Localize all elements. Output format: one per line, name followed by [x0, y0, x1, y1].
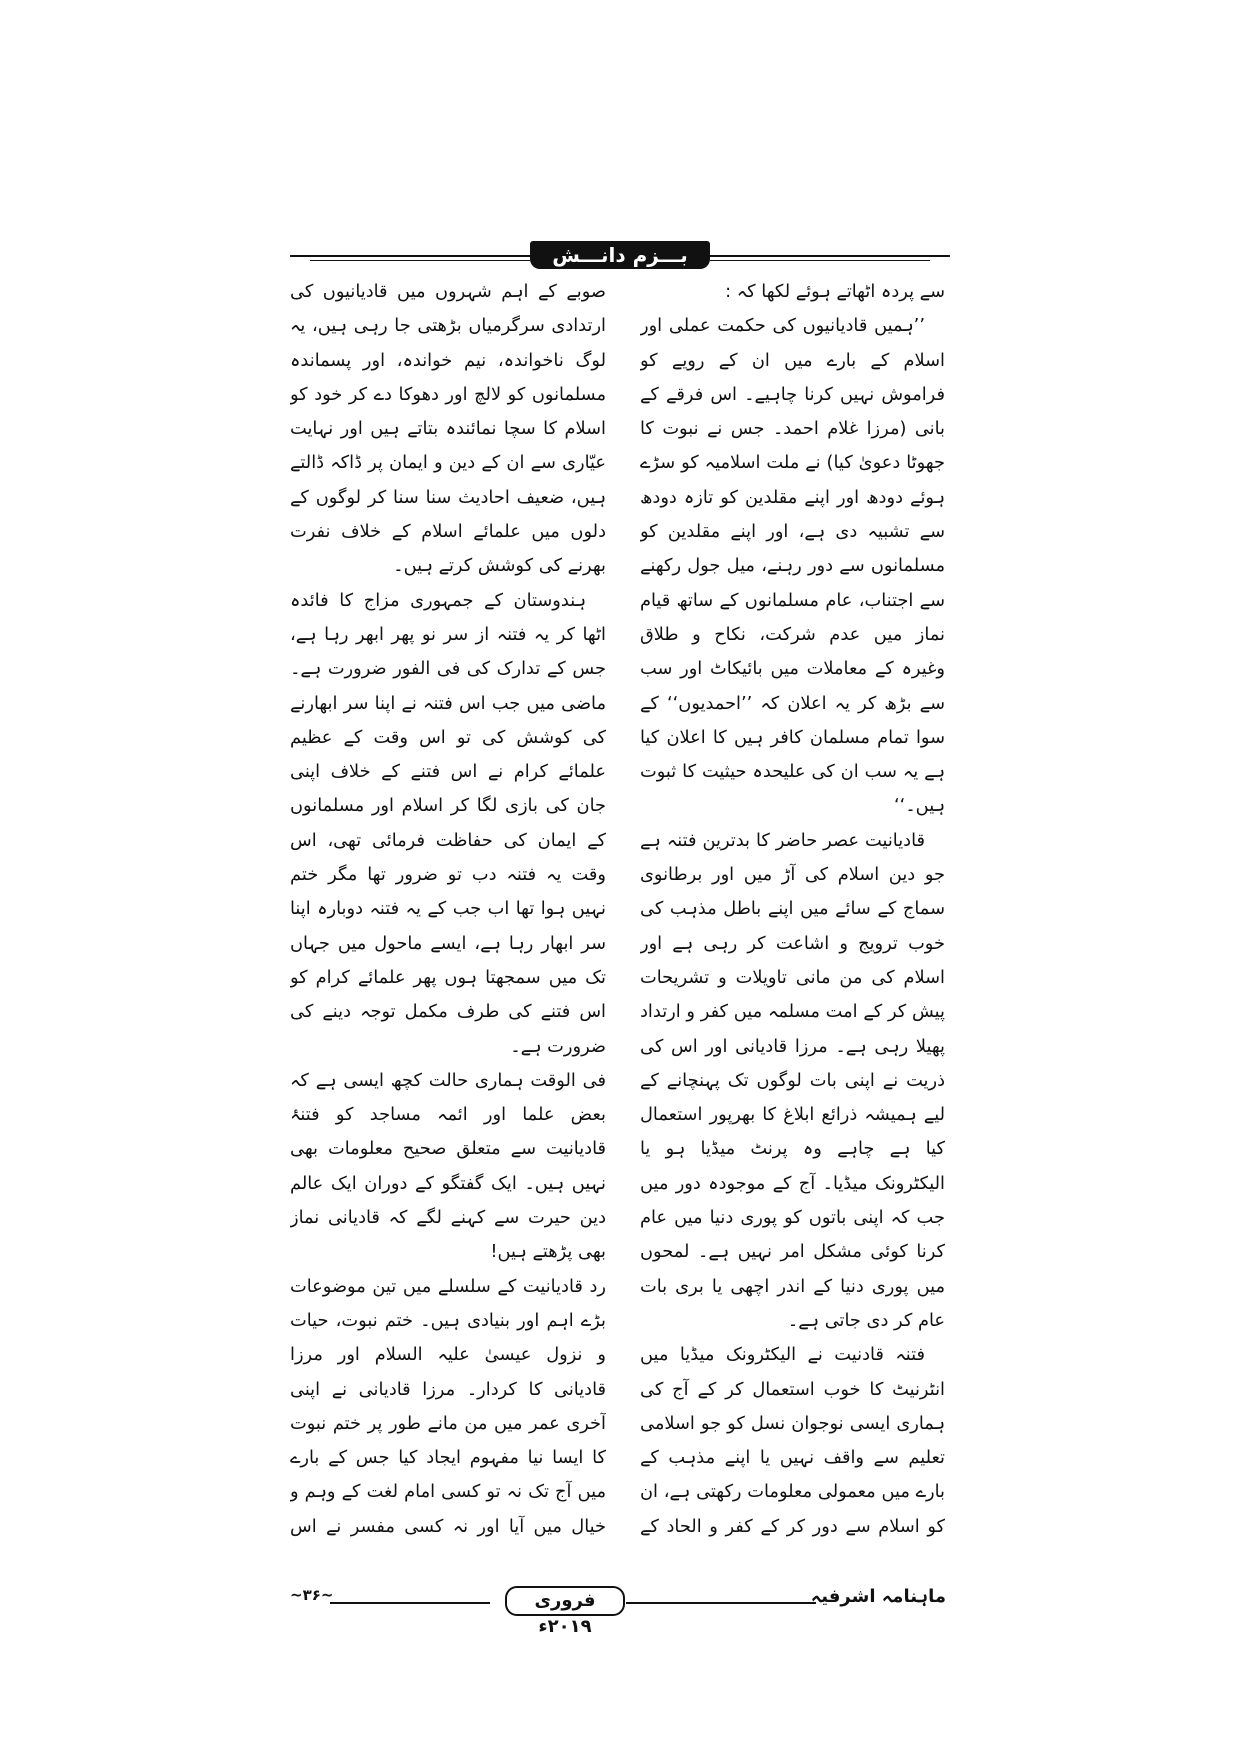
- paragraph: سے پردہ اٹھاتے ہوئے لکھا کہ :: [725, 281, 945, 302]
- paragraph: فی الوقت ہماری حالت کچھ ایسی ہے کہ بعض علما اور ائمہ مساجد کو فتنۂ قادیانیت سے متعلق صحیح معلومات بھی نہیں ہیں۔ ایک گفتگو کے دوران ایک عالم دین حیرت سے کہنے لگے کہ قادیانی نماز بھی پڑھتے ہیں!: [290, 1069, 606, 1263]
- header-rule-right: [710, 255, 950, 257]
- right-column: [640, 275, 945, 1545]
- page-footer: [290, 1584, 946, 1637]
- section-header: [290, 241, 950, 271]
- quote-paragraph: ’’ہمیں قادیانیوں کی حکمت عملی اور اسلام کے بارے میں ان کے رویے کو فراموش نہیں کرنا چاہیے۔ اس فرقے کے بانی (مرزا غلام احمد۔ جس نے نبوت کا جھوٹا دعویٰ کیا) نے ملت اسلامیہ کو سڑے ہوئے دودھ اور اپنے مقلدین کو تازہ دودھ سے تشبیہ دی ہے، اور اپنے مقلدین کو مسلمانوں سے دور رہنے، میل جول رکھنے سے اجتناب، عام مسلمانوں کے ساتھ قیام نماز میں عدم شرکت، نکاح و طلاق وغیرہ کے معاملات میں بائیکاٹ اور سب سے بڑھ کر یہ اعلان کہ ’’احمدیوں‘‘ کے سوا تمام مسلمان کافر ہیں کا اعلان کیا ہے یہ سب ان کی علیحدہ حیثیت کا ثبوت ہیں۔‘‘: [640, 315, 945, 817]
- paragraph: قادیانیت عصر حاضر کا بدترین فتنہ ہے جو دین اسلام کی آڑ میں اور برطانوی سماج کے سائے میں اپنے باطل مذہب کی خوب ترویج و اشاعت کر رہی ہے اور اسلام کی من مانی تاویلات و تشریحات پیش کر کے امت مسلمہ میں کفر و ارتداد پھیلا رہی ہے۔ مرزا قادیانی اور اس کی ذریت نے اپنی بات لوگوں تک پہنچانے کے لیے ہمیشہ ذرائع ابلاغ کا بھرپور استعمال کیا ہے چاہے وہ پرنٹ میڈیا ہو یا الیکٹرونک میڈیا۔ آج کے موجودہ دور میں جب کہ اپنی باتوں کو پوری دنیا میں عام کرنا کوئی مشکل امر نہیں ہے۔ لمحوں میں پوری دنیا کے اندر اچھی یا بری بات عام کر دی جاتی ہے۔: [640, 829, 945, 1331]
- magazine-name: ماہنامہ اشرفیہ: [810, 1586, 946, 1607]
- page-number: ~۳۶~: [290, 1586, 334, 1604]
- issue-date: فروری ۲۰۱۹ء: [505, 1586, 625, 1616]
- footer-rule-left: [330, 1602, 490, 1604]
- footer-rule-right: [626, 1602, 816, 1604]
- paragraph: صوبے کے اہم شہروں میں قادیانیوں کی ارتدادی سرگرمیاں بڑھتی جا رہی ہیں، یہ لوگ ناخواندہ، نیم خواندہ، اور پسماندہ مسلمانوں کو لالچ اور دھوکا دے کر خود کو اسلام کا سچا نمائندہ بتاتے ہیں اور نہایت عیّاری سے ان کے دین و ایمان پر ڈاکہ ڈالتے ہیں، ضعیف احادیث سنا سنا کر لوگوں کے دلوں میں علمائے اسلام کے خلاف نفرت بھرنے کی کوشش کرتے ہیں۔: [290, 281, 606, 577]
- left-column: [290, 275, 606, 1545]
- header-rule-left: [290, 255, 530, 257]
- paragraph: فتنہ قادنیت نے الیکٹرونک میڈیا میں انٹرنیٹ کا خوب استعمال کر کے آج کی ہماری ایسی نوجوان نسل کو جو اسلامی تعلیم سے واقف نہیں یا اپنے مذہب کے بارے میں معمولی معلومات رکھتی ہے، ان کو اسلام سے دور کر کے کفر و الحاد کے: [640, 1344, 945, 1537]
- paragraph: رد قادیانیت کے سلسلے میں تین موضوعات بڑے اہم اور بنیادی ہیں۔ ختم نبوت، حیات و نزول عیسیٰ علیہ السلام اور مرزا قادیانی کا کردار۔ مرزا قادیانی نے اپنی آخری عمر میں من مانے طور پر ختم نبوت کا ایسا نیا مفہوم ایجاد کیا جس کے بارے میں آج تک نہ تو کسی امام لغت کے وہم و خیال میں آیا اور نہ کسی مفسر نے اس: [290, 1275, 606, 1537]
- header-rule-right-thin: [710, 260, 930, 261]
- header-rule-left-thin: [310, 260, 530, 261]
- paragraph: ہندوستان کے جمہوری مزاج کا فائدہ اٹھا کر یہ فتنہ از سر نو پھر ابھر رہا ہے، جس کے تدارک کی فی الفور ضرورت ہے۔ ماضی میں جب اس فتنہ نے اپنا سر ابھارنے کی کوشش کی تو اس وقت کے عظیم علمائے کرام نے اس فتنے کے خلاف اپنی جان کی بازی لگا کر اسلام اور مسلمانوں کے ایمان کی حفاظت فرمائی تھی، اس وقت یہ فتنہ دب تو ضرور تھا مگر ختم نہیں ہوا تھا اب جب کے یہ فتنہ دوبارہ اپنا سر ابھار رہا ہے، ایسے ماحول میں جہاں تک میں سمجھتا ہوں پھر علمائے کرام کو اس فتنے کی طرف مکمل توجہ دینے کی ضرورت ہے۔: [290, 589, 606, 1057]
- section-title: بـــزم دانـــش: [530, 241, 710, 269]
